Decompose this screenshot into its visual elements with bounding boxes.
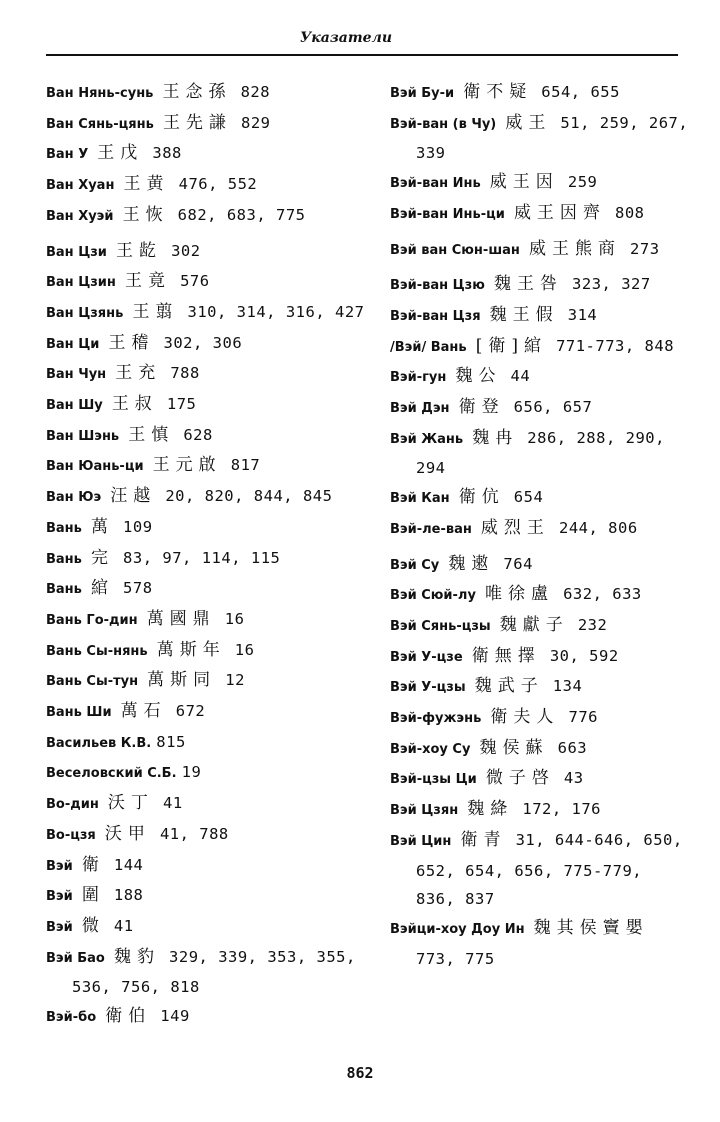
entry-pages: 144	[113, 855, 144, 874]
entry-name: Вэй Цин	[390, 833, 452, 849]
entry-pages: 31, 644-646, 650, 652, 654, 656, 775-779, 836, 837	[416, 830, 683, 909]
entry-pages: 771-773, 848	[556, 336, 675, 355]
entry-hanzi: 魏絳	[467, 799, 514, 820]
entry-hanzi: 衛不疑	[463, 82, 533, 102]
index-entry	[390, 78, 690, 109]
index-entry	[390, 642, 690, 673]
entry-pages: 41	[113, 916, 134, 935]
entry-pages: 188	[113, 886, 144, 905]
entry-pages: 41, 788	[159, 824, 229, 843]
entry-hanzi: 衛伯	[105, 1006, 152, 1027]
index-entry	[46, 451, 376, 482]
entry-name: Вань Сы-тун	[46, 674, 139, 690]
entry-pages: 578	[123, 579, 153, 598]
entry-pages: 329, 339, 353, 355, 536, 756, 818	[72, 947, 356, 997]
index-entry	[390, 764, 690, 795]
entry-hanzi: 魏遫	[448, 553, 495, 574]
entry-hanzi: 王稽	[108, 332, 155, 353]
entry-name: Вань	[46, 520, 82, 536]
index-entry	[46, 789, 376, 820]
index-entry	[46, 109, 376, 140]
running-head: Указатели	[299, 30, 392, 46]
index-entry	[390, 362, 690, 393]
index-entry	[46, 482, 376, 513]
entry-hanzi: 威烈王	[480, 517, 550, 538]
index-entry	[46, 820, 376, 851]
entry-pages: 672	[175, 702, 206, 721]
entry-hanzi: 衛登	[458, 397, 505, 418]
entry-name: Вэй-ван (в Чу)	[390, 116, 497, 132]
index-entry	[390, 611, 690, 642]
entry-pages: 175	[166, 395, 197, 414]
index-entry	[46, 421, 376, 452]
entry-name: Вэй	[46, 858, 73, 874]
entry-hanzi: 王恢	[122, 204, 169, 225]
entry-name: Вэй	[46, 889, 73, 905]
entry-pages: 310, 314, 316, 427	[187, 302, 365, 321]
entry-pages: 16	[224, 609, 245, 628]
entry-name: Вэй Сюй-лу	[390, 588, 476, 604]
entry-name: Вань	[46, 551, 82, 567]
entry-hanzi: 魏王假	[489, 304, 559, 325]
entry-hanzi: 魏獻子	[499, 614, 569, 635]
entry-hanzi: 王黄	[123, 174, 170, 195]
entry-pages: 654	[513, 488, 544, 507]
entry-pages: 476, 552	[178, 175, 258, 194]
entry-hanzi: 王念孫	[162, 82, 232, 102]
entry-hanzi: 魏侯蘇	[479, 737, 549, 758]
entry-hanzi: 威王	[505, 112, 552, 133]
entry-name: Ван Юэ	[46, 490, 102, 506]
entry-hanzi: 萬斯同	[147, 670, 217, 691]
left-column	[46, 78, 376, 1033]
entry-name: Вэй Сянь-цзы	[390, 618, 491, 634]
entry-name: Вэй Цзян	[390, 803, 459, 819]
entry-hanzi: 王叔	[111, 394, 158, 415]
index-entry	[390, 270, 690, 301]
index-entry	[46, 697, 376, 728]
entry-name: Ван Нянь-сунь	[46, 86, 154, 101]
index-entry	[46, 544, 376, 575]
index-entry	[46, 666, 376, 697]
entry-pages: 576	[180, 272, 210, 291]
entry-name: Вэй-хоу Су	[390, 741, 471, 757]
entry-pages: 302, 306	[163, 333, 243, 352]
entry-name: Вэй-ван Цзя	[390, 308, 481, 324]
entry-name: Ван Чун	[46, 367, 107, 383]
index-entry	[390, 301, 690, 332]
entry-hanzi: 威王熊商	[528, 238, 621, 259]
entry-hanzi: 衛夫人	[490, 707, 560, 728]
entry-hanzi: 汪越	[110, 486, 157, 507]
entry-pages: 41	[162, 794, 183, 813]
index-entry	[46, 943, 376, 1002]
entry-hanzi: 唯徐盧	[485, 584, 555, 605]
entry-name: Ван Сянь-цянь	[46, 116, 154, 132]
entry-pages: 43	[563, 769, 584, 788]
entry-hanzi: 微子啓	[485, 768, 555, 789]
entry-pages: 815	[156, 732, 186, 751]
index-entry	[390, 514, 690, 545]
entry-hanzi: 王翦	[132, 301, 179, 322]
entry-pages: 388	[152, 144, 182, 163]
entry-name: Ван Хуэй	[46, 208, 114, 224]
index-entry	[390, 795, 690, 826]
entry-name: Вэй Кан	[390, 491, 450, 507]
entry-pages: 20, 820, 844, 845	[165, 487, 333, 506]
entry-name: Ван Шэнь	[46, 428, 120, 444]
index-entry	[390, 672, 690, 703]
entry-hanzi: 沃甲	[104, 823, 151, 844]
entry-hanzi: 威王因	[489, 172, 559, 193]
entry-pages: 817	[230, 456, 261, 475]
entry-hanzi: [衛]綰	[475, 335, 547, 356]
entry-name: Веселовский С.Б.	[46, 766, 177, 782]
entry-name: Вэй У-цзе	[390, 649, 463, 665]
index-entry	[390, 424, 690, 483]
entry-hanzi: 萬斯年	[156, 639, 226, 660]
entry-name: Вэй-ван Инь-ци	[390, 206, 505, 222]
index-entry	[390, 332, 690, 363]
entry-pages: 828	[240, 83, 271, 101]
index-entry	[390, 109, 690, 168]
entry-name: Вэй Бао	[46, 950, 105, 966]
entry-name: Вань Ши	[46, 705, 112, 721]
entry-name: Ван Цзин	[46, 275, 116, 291]
entry-hanzi: 衛伉	[458, 487, 505, 508]
entry-pages: 44	[510, 367, 531, 386]
entry-pages: 134	[552, 677, 583, 696]
entry-name: Вэй	[46, 919, 73, 935]
entry-name: Вэй-ле-ван	[390, 521, 472, 537]
entry-name: Вэй Су	[390, 557, 440, 573]
index-entry	[46, 78, 376, 109]
index-entry	[46, 267, 376, 298]
entry-hanzi: 沃丁	[107, 793, 154, 814]
entry-name: Вань	[46, 582, 82, 598]
index-entry	[46, 170, 376, 201]
entry-hanzi: 王充	[115, 363, 162, 384]
index-entry	[390, 199, 690, 230]
entry-pages: 764	[503, 554, 533, 573]
entry-pages: 286, 288, 290, 294	[416, 428, 665, 478]
entry-name: Вэй-фужэнь	[390, 711, 482, 727]
entry-pages: 109	[123, 517, 153, 536]
entry-name: Вэй-цзы Ци	[390, 772, 477, 788]
entry-hanzi: 王龁	[116, 240, 162, 261]
index-entry	[46, 298, 376, 329]
entry-hanzi: 威王因齊	[513, 202, 606, 223]
entry-hanzi: 魏公	[455, 366, 502, 387]
entry-hanzi: 魏冉	[472, 427, 519, 448]
index-entry	[46, 1002, 376, 1033]
index-entry	[46, 636, 376, 667]
entry-hanzi: 完	[90, 547, 114, 568]
index-entry	[390, 483, 690, 514]
entry-name: Во-цзя	[46, 827, 96, 843]
entry-pages: 16	[234, 640, 255, 659]
entry-hanzi: 王先謙	[162, 112, 232, 133]
entry-name: Вэй Жань	[390, 431, 464, 447]
entry-pages: 172, 176	[522, 800, 602, 819]
index-entry	[46, 728, 376, 759]
entry-pages: 656, 657	[513, 398, 593, 417]
entry-pages: 776	[568, 708, 598, 727]
index-entry	[46, 329, 376, 360]
entry-pages: 244, 806	[559, 518, 638, 537]
entry-pages: 323, 327	[572, 275, 651, 294]
index-entry	[390, 734, 690, 765]
page-number: 862	[346, 1064, 374, 1082]
entry-pages: 149	[160, 1007, 190, 1026]
entry-name: Вэй Бу-и	[390, 86, 455, 101]
entry-hanzi: 微	[81, 915, 105, 936]
entry-hanzi: 王慎	[128, 424, 175, 445]
index-entry	[390, 703, 690, 734]
entry-name: Васильев К.В.	[46, 735, 152, 751]
index-entry	[46, 605, 376, 636]
index-entry	[46, 912, 376, 943]
entry-pages: 273	[630, 239, 660, 258]
entry-name: Вэй ван Сюн-шан	[390, 242, 520, 258]
entry-hanzi: 魏武子	[474, 676, 544, 697]
entry-name: Вань Сы-нянь	[46, 643, 148, 659]
entry-pages: 654, 655	[541, 83, 620, 101]
entry-hanzi: 圍	[81, 885, 105, 906]
entry-pages: 314	[567, 305, 598, 324]
index-entry	[390, 914, 690, 973]
index-entry	[46, 851, 376, 882]
entry-pages: 12	[225, 671, 245, 690]
entry-hanzi: 魏王咎	[493, 274, 563, 295]
entry-pages: 19	[181, 763, 202, 782]
index-entry	[46, 758, 376, 789]
entry-hanzi: 萬石	[120, 701, 167, 722]
entry-pages: 83, 97, 114, 115	[123, 548, 281, 567]
entry-name: Вэй У-цзы	[390, 680, 466, 696]
entry-pages: 632, 633	[563, 585, 642, 604]
entry-name: Вэй-бо	[46, 1010, 97, 1026]
entry-hanzi: 魏豹	[113, 946, 160, 967]
index-entry	[390, 235, 690, 266]
index-entry	[46, 359, 376, 390]
entry-name: Ван У	[46, 147, 89, 163]
index-entry	[46, 237, 376, 268]
index-entry	[390, 826, 690, 914]
entry-pages: 232	[577, 615, 608, 634]
entry-hanzi: 魏其侯竇嬰	[533, 917, 649, 938]
entry-hanzi: 綰	[90, 578, 114, 599]
entry-name: Ван Юань-ци	[46, 459, 144, 475]
entry-hanzi: 衛無擇	[471, 645, 541, 666]
entry-pages: 663	[557, 738, 588, 757]
entry-pages: 682, 683, 775	[177, 205, 306, 224]
entry-name: Ван Шу	[46, 398, 103, 414]
entry-name: Вэй Дэн	[390, 401, 450, 417]
entry-hanzi: 王戊	[97, 143, 144, 164]
right-column	[390, 78, 690, 973]
entry-pages: 788	[170, 364, 200, 383]
entry-name: Вань Го-дин	[46, 612, 138, 628]
index-entry	[390, 550, 690, 581]
entry-pages: 30, 592	[549, 646, 619, 665]
header-rule	[46, 54, 678, 56]
entry-name: Вэй-гун	[390, 370, 447, 386]
entry-hanzi: 萬國鼎	[146, 608, 216, 629]
entry-pages: 51, 259, 267, 339	[416, 113, 689, 163]
entry-name: /Вэй/ Вань	[390, 339, 467, 355]
entry-name: Ван Цзи	[46, 244, 107, 260]
entry-name: Ван Ци	[46, 336, 100, 352]
index-entry	[46, 201, 376, 232]
entry-name: Во-дин	[46, 797, 99, 813]
entry-pages: 773, 775	[416, 949, 495, 968]
index-entry	[46, 513, 376, 544]
index-entry	[46, 881, 376, 912]
index-entry	[390, 393, 690, 424]
index-entry	[46, 139, 376, 170]
index-entry	[390, 580, 690, 611]
entry-hanzi: 王竟	[124, 271, 171, 292]
entry-pages: 259	[567, 173, 598, 192]
entry-pages: 628	[183, 425, 213, 444]
index-entry	[46, 574, 376, 605]
index-entry	[390, 168, 690, 199]
entry-pages: 302	[171, 241, 201, 260]
entry-name: Вэй-ван Цзю	[390, 278, 485, 294]
entry-hanzi: 萬	[90, 516, 114, 537]
entry-hanzi: 王元啟	[152, 455, 222, 476]
entry-pages: 808	[615, 203, 645, 222]
entry-hanzi: 衛青	[460, 829, 507, 850]
entry-name: Ван Цзянь	[46, 305, 124, 321]
entry-hanzi: 衛	[81, 854, 105, 875]
entry-name: Вэй-ван Инь	[390, 176, 481, 192]
entry-name: Вэйци-хоу Доу Ин	[390, 921, 525, 937]
index-entry	[46, 390, 376, 421]
entry-pages: 829	[241, 113, 271, 132]
entry-name: Ван Хуан	[46, 178, 115, 194]
